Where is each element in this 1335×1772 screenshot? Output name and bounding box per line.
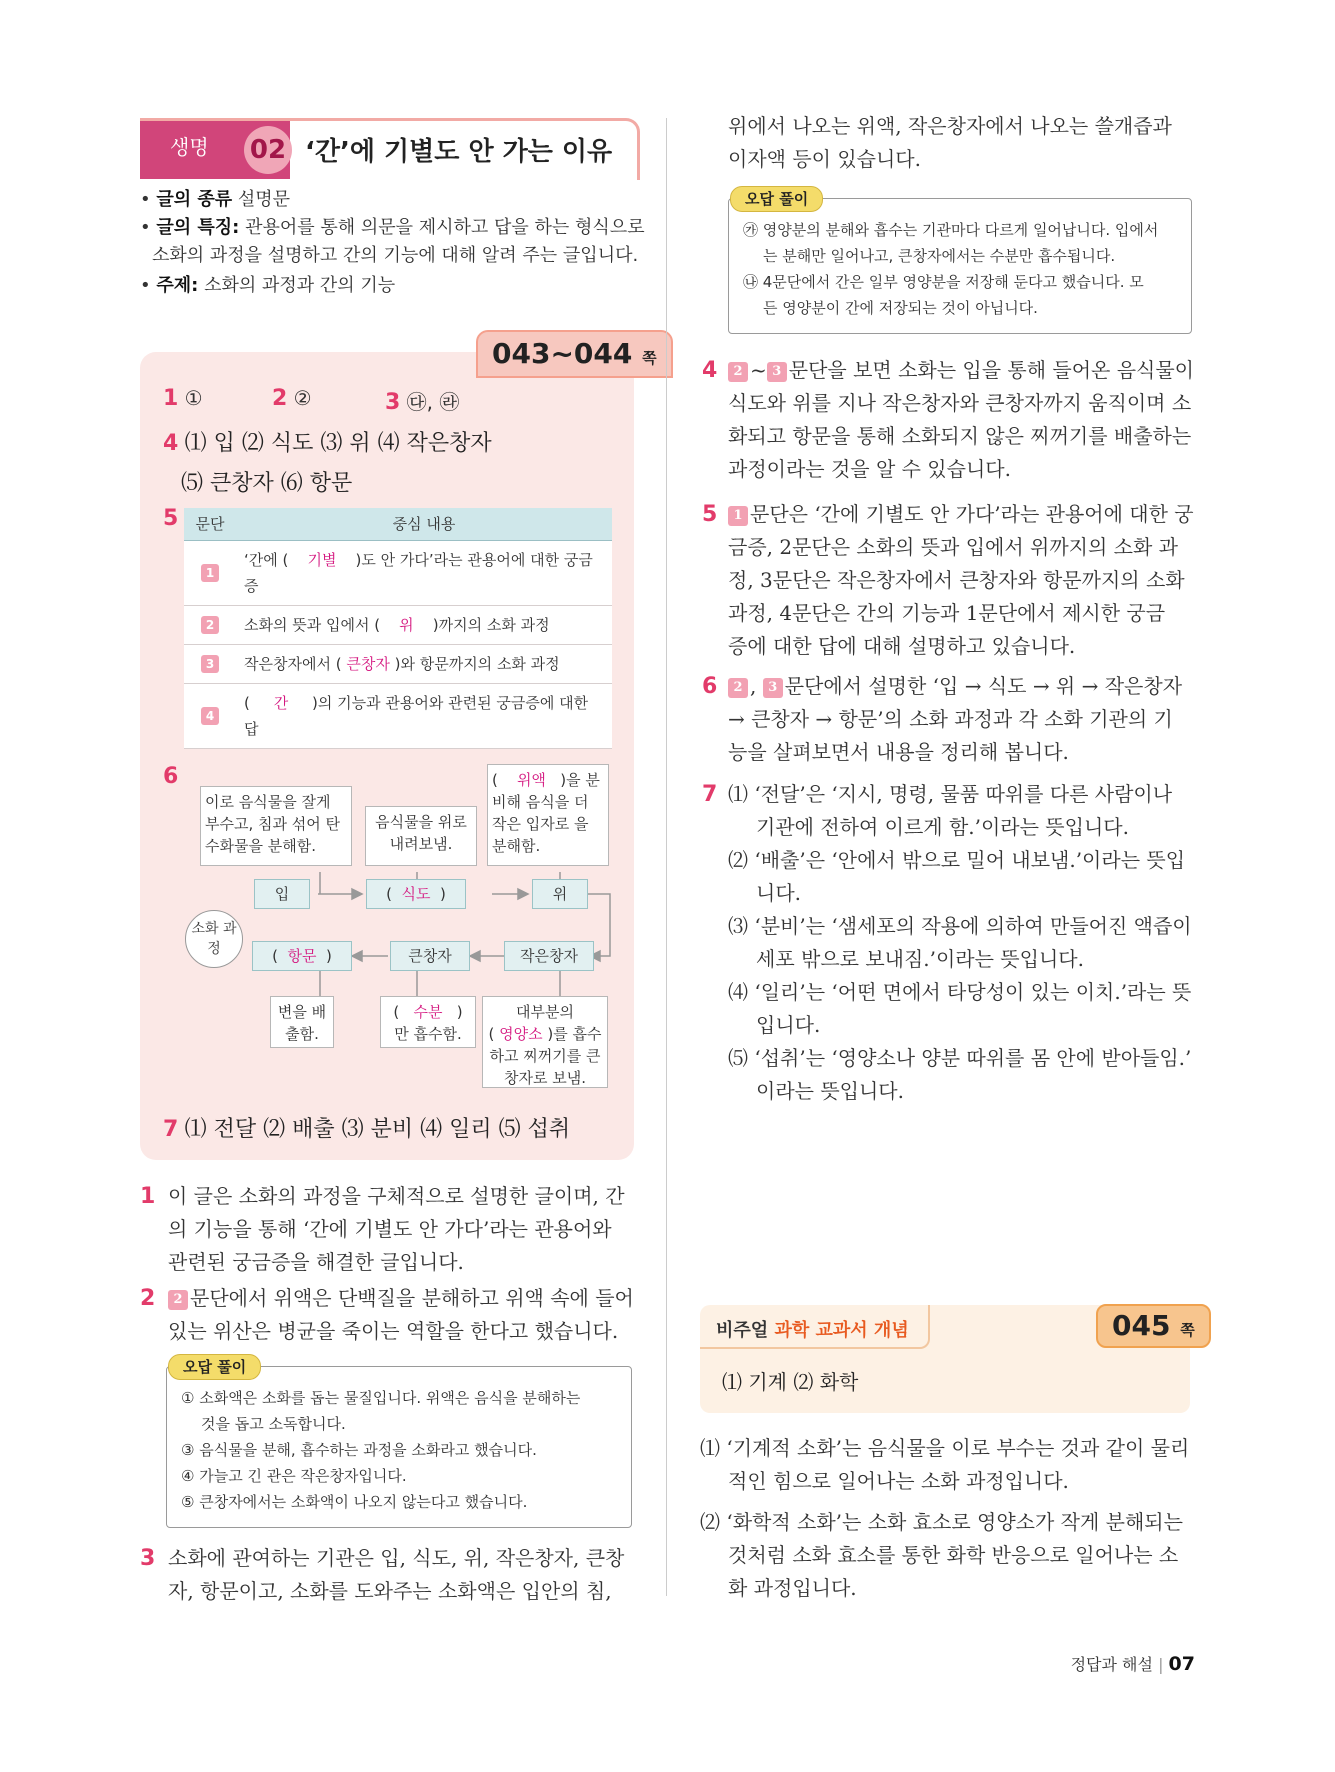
explain-1-num: 1 bbox=[140, 1184, 156, 1209]
page-title: ‘간’에 기별도 안 가는 이유 bbox=[305, 137, 613, 167]
explain-4: 2 ~ 3 문단을 보면 소화는 입을 통해 들어온 음식물이 식도와 위를 지나 작은창자와 큰창자까지 움직이며 소 화되고 항문을 통해 소화되지 않은 찌꺼기를 배출하는 과정이라는 것을 알 수 있습니다. bbox=[728, 358, 1194, 481]
section-number: 02 bbox=[244, 126, 292, 174]
explain-3-num: 3 bbox=[140, 1546, 156, 1571]
visual-explain-1: ⑴ ‘기계적 소화’는 음식물을 이로 부수는 것과 같이 물리 적인 힘으로 일어나는 소화 과정입니다. bbox=[700, 1436, 1190, 1493]
box-esophagus-desc: 음식물을 위로 내려보냄. bbox=[365, 806, 477, 866]
answer-4: 4 ⑴ 입 ⑵ 식도 ⑶ 위 ⑷ 작은창자 bbox=[163, 431, 492, 456]
explain-7-num: 7 bbox=[702, 782, 718, 807]
explain-2: 2 문단에서 위액은 단백질을 분해하고 위액 속에 들어 있는 위산은 병균을 죽이는 역할을 한다고 했습니다. bbox=[168, 1286, 634, 1343]
explain-4-num: 4 bbox=[702, 358, 718, 383]
node-stomach: 위 bbox=[532, 879, 588, 909]
explain-3: 소화에 관여하는 기관은 입, 식도, 위, 작은창자, 큰창 자, 항문이고, 소화를 도와주는 소화액은 입안의 침, bbox=[168, 1546, 625, 1603]
page-footer: 정답과 해설 | 07 bbox=[1070, 1653, 1195, 1675]
info-theme: • 주제: 소화의 과정과 간의 기능 bbox=[140, 275, 396, 296]
visual-title: 비주얼 과학 교과서 개념 bbox=[716, 1320, 909, 1341]
box-stomach-desc: ( 위액 )을 분비해 음식을 더 작은 입자로 을 분해함. bbox=[487, 764, 609, 866]
table-row: 1 ‘간에 ( 기별 )도 안 가다’라는 관용어에 대한 궁금증 bbox=[184, 540, 612, 605]
node-small-intestine: 작은창자 bbox=[504, 941, 594, 971]
explain-5: 1 문단은 ‘간에 기별도 안 가다’라는 관용어에 대한 궁 금증, 2문단은 소화의 뜻과 입에서 위까지의 소화 과 정, 3문단은 작은창자에서 큰창자와 항문까지의 소화 과정, 4문단은 간의 기능과 1문단에서 제시한 궁금 증에 대한 답에 대해 설명하고 있습니다. bbox=[728, 502, 1194, 658]
page-range-tab: 043~044 쪽 bbox=[476, 330, 673, 378]
node-large-intestine: 큰창자 bbox=[390, 941, 470, 971]
answer-4-cont: ⑸ 큰창자 ⑹ 항문 bbox=[181, 471, 353, 496]
explain-2-num: 2 bbox=[140, 1286, 156, 1311]
digestion-circle: 소화 과정 bbox=[185, 910, 243, 968]
explain-6: 2 , 3 문단에서 설명한 ‘입 → 식도 → 위 → 작은창자 → 큰창자 → 항문’의 소화 과정과 각 소화 기관의 기 능을 살펴보면서 내용을 정리해 봅니다. bbox=[728, 674, 1183, 764]
box-anus-desc: 변을 배출함. bbox=[270, 996, 334, 1048]
col-header-content: 중심 내용 bbox=[236, 508, 612, 540]
info-feature: • 글의 특징: 관용어를 통해 의문을 제시하고 답을 하는 형식으로 bbox=[140, 217, 645, 238]
explain-1: 이 글은 소화의 과정을 구체적으로 설명한 글이며, 간 의 기능을 통해 ‘간에 기별도 안 가다’라는 관용어와 관련된 궁금증을 해결한 글입니다. bbox=[168, 1184, 625, 1274]
box-small-desc: 대부분의 ( 영양소 )를 흡수하고 찌꺼기를 큰창자로 보냄. bbox=[482, 996, 608, 1088]
odap-tag-1: 오답 풀이 bbox=[168, 1354, 261, 1380]
visual-answer: ⑴ 기계 ⑵ 화학 bbox=[722, 1370, 859, 1394]
paragraph-badge: 2 bbox=[201, 616, 219, 634]
info-genre: • 글의 종류 설명문 bbox=[140, 189, 291, 210]
explain-3-cont: 위에서 나오는 위액, 작은창자에서 나오는 쓸개즙과 이자액 등이 있습니다. bbox=[728, 114, 1172, 171]
info-feature-cont: 소화의 과정을 설명하고 간의 기능에 대해 알려 주는 글입니다. bbox=[152, 245, 639, 266]
answer-3: 3 ㉰, ㉱ bbox=[385, 390, 460, 415]
odap-box-1: ① 소화액은 소화를 돕는 물질입니다. 위액은 음식을 분해하는 것을 돕고 소독합니다. ③ 음식물을 분해, 흡수하는 과정을 소화라고 했습니다. ④ 가늘고 긴 관은 작은창자입니다. ⑤ 큰창자에서는 소화액이 나오지 않는다고 했습니다. bbox=[166, 1366, 632, 1528]
explain-6-num: 6 bbox=[702, 674, 718, 699]
answer-2: 2 ② bbox=[272, 386, 312, 411]
explain-5-num: 5 bbox=[702, 502, 718, 527]
paragraph-badge: 3 bbox=[201, 655, 219, 673]
answer-5-num: 5 bbox=[163, 506, 179, 531]
table-row: 4 ( 간 )의 기능과 관용어와 관련된 궁금증에 대한 답 bbox=[184, 683, 612, 748]
table-row: 2 소화의 뜻과 입에서 ( 위 )까지의 소화 과정 bbox=[184, 605, 612, 644]
node-mouth: 입 bbox=[254, 879, 310, 909]
table-row: 3 작은창자에서 ( 큰창자 )와 항문까지의 소화 과정 bbox=[184, 644, 612, 683]
paragraph-badge: 4 bbox=[201, 707, 219, 725]
odap-tag-2: 오답 풀이 bbox=[730, 186, 823, 212]
subject-tag: 생명 bbox=[140, 121, 290, 179]
section-header bbox=[140, 118, 640, 180]
box-large-desc: ( 수분 ) 만 흡수함. bbox=[380, 996, 476, 1048]
col-header-paragraph: 문단 bbox=[184, 508, 236, 540]
odap-box-2: ㉮ 영양분의 분해와 흡수는 기관마다 다르게 일어납니다. 입에서 는 분해만 일어나고, 큰창자에서는 수분만 흡수됩니다. ㉯ 4문단에서 간은 일부 영양분을 저장해 둔다고 했습니다. 모 든 영양분이 간에 저장되는 것이 아닙니다. bbox=[728, 198, 1192, 334]
node-esophagus: ( 식도 ) bbox=[366, 879, 466, 909]
answer-6-num: 6 bbox=[163, 764, 179, 789]
box-mouth-desc: 이로 음식물을 잘게 부수고, 침과 섞어 탄수화물을 분해함. bbox=[200, 786, 352, 866]
visual-explain-2: ⑵ ‘화학적 소화’는 소화 효소로 영양소가 작게 분해되는 것처럼 소화 효소를 통한 화학 반응으로 일어나는 소 화 과정입니다. bbox=[700, 1510, 1183, 1600]
answer-1: 1 ① bbox=[163, 386, 203, 411]
explain-7: ⑴ ‘전달’은 ‘지시, 명령, 물품 따위를 다른 사람이나 기관에 전하여 이르게 함.’이라는 뜻입니다. ⑵ ‘배출’은 ‘안에서 밖으로 밀어 내보냄.’이라는 뜻입 니다. ⑶ ‘분비’는 ‘샘세포의 작용에 의하여 만들어진 액즙이 세포 밖으로 보내짐.’이라는 뜻입니다. ⑷ ‘일리’는 ‘어떤 면에서 타당성이 있는 이치.’라는 뜻 입니다. ⑸ ‘섭취’는 ‘영양소나 양분 따위를 몸 안에 받아들임.’ 이라는 뜻입니다. bbox=[728, 782, 1192, 1103]
column-divider bbox=[666, 118, 667, 1596]
paragraph-badge: 1 bbox=[201, 564, 219, 582]
paragraph-table bbox=[184, 508, 612, 749]
node-anus: ( 항문 ) bbox=[252, 941, 352, 971]
visual-page-tab: 045 쪽 bbox=[1096, 1304, 1211, 1348]
answer-7: 7 ⑴ 전달 ⑵ 배출 ⑶ 분비 ⑷ 일리 ⑸ 섭취 bbox=[163, 1117, 571, 1142]
